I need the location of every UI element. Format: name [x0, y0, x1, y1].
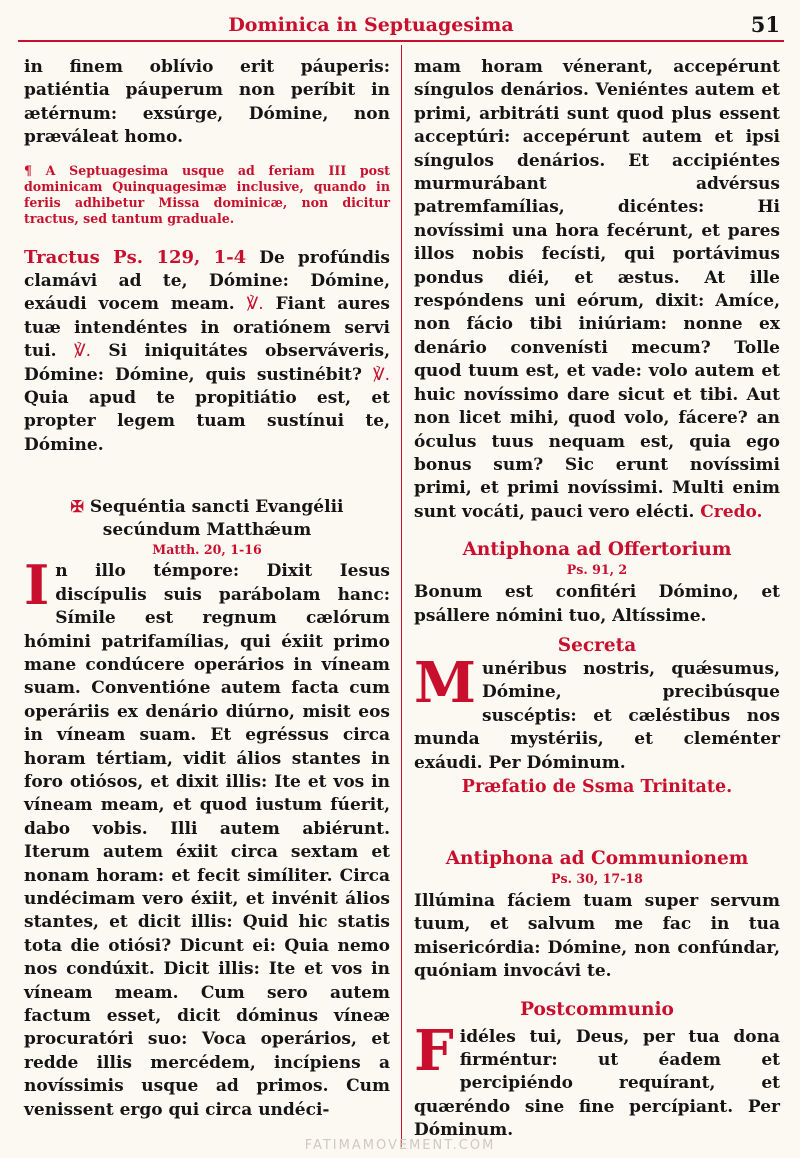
secret-body: unéribus nostris, quǽsumus, Dómine, precibúsque suscéptis: et cæléstibus nos munda mystériis, et cleménter exáudi. Per Dóminum.: [414, 658, 780, 773]
gospel-text: [24, 553, 390, 1122]
page-title: Dominica in Septuagesima: [228, 14, 514, 36]
gospel-heading: [24, 495, 390, 542]
page-number: 51: [750, 12, 780, 37]
offertory-title: Antiphona ad Offertorium: [462, 539, 732, 561]
postcommunion-body: idéles tui, Deus, per tua dona firméntur: ut éadem et percipiéndo requírant, et quæréndo sine fine percípiant. Per Dóminum.: [414, 1026, 780, 1141]
credo-rubric: Credo.: [700, 501, 763, 522]
offertory-reference: Ps. 91, 2: [566, 562, 628, 578]
versicle-icon: ℣.: [73, 341, 92, 362]
watermark: FATIMAMOVEMENT.COM: [304, 1138, 496, 1153]
gospel-continuation: [414, 56, 780, 524]
column-divider: [401, 45, 402, 1147]
tractus: [24, 246, 390, 458]
communion-text: Illúmina fáciem tuam super servum tuum, et salvum me fac in tua misericórdia: Dómine, non confúndar, quóniam invocávi te.: [414, 890, 780, 982]
tractus-text-3: Si iniquitátes observáveris, Dómine: Dómine, quis sustinébit?: [24, 341, 391, 385]
tractus-label: Tractus Ps. 129, 1-4: [24, 246, 247, 268]
versicle-icon: ℣.: [372, 364, 390, 385]
cross-icon: ✠: [70, 497, 84, 517]
versicle-icon: ℣.: [246, 294, 264, 315]
rubric-note: ¶ A Septuagesima usque ad feriam III post dominicam Quinquagesimæ inclusive, quando in feriis adhibetur Missa dominicæ, non dicitur tractus, sed tantum graduale.: [24, 162, 390, 226]
gospel-title: Sequéntia sancti Evangélii secúndum Matthǽum: [89, 497, 344, 541]
psalm-continuation: in finem oblívio erit páuperis: patiéntia páuperum non períbit in ætérnum: exsúrge, Dómine, non præváleat homo.: [24, 57, 390, 148]
postcommunion-title: Postcommunio: [520, 998, 674, 1020]
gospel-body: n illo témpore: Dixit Iesus discípulis suis parábolam hanc: Símile est regnum cælórum hómini patrifamílias, qui éxiit primo mane condúcere operários in víneam suam. Conventióne autem facta cum operáriis ex denário diúrno, misit eos in víneam suam. Et egréssus circa horam tértiam, vidit álios stantes in foro otiósos, et dixit illis: Ite et vos in víneam meam, et quod iustum fúerit, dabo vobis. Illi autem abiérunt. Iterum autem éxiit circa sextam et nonam horam: et fecit simíliter. Circa undécimam vero éxiit, et invénit álios stantes, et dicit illis: Quid hic statis tota die otiósi? Dicunt ei: Quia nemo nos condúxit. Dicit illis: Ite et vos in víneam meam. Cum sero autem factum esset, dicit dóminus víneæ procuratóri suo: Voca operários, et redde illis mercédem, incípiens a novíssimis usque ad primos. Cum venissent ergo qui circa undéci-: [24, 561, 390, 1120]
gospel-continuation-text: mam horam vénerant, accepérunt síngulos denários. Veniéntes autem et primi, arbitráti sunt quod plus essent acceptúri: accepérunt autem et ipsi síngulos denários. Et accipiéntes murmurábant advérsus patremfamílias, dicéntes: Hi novíssimi una hora fecérunt, et pares illos nobis fecísti, qui portávimus pondus diéi, et æstus. At ille respóndens uni eórum, dixit: Amíce, non fácio tibi iniúriam: nonne ex denário convenísti mecum? Tolle quod tuum est, et vade: volo autem et huic novíssimo dare sicut et tibi. Aut non licet mihi, quod volo, fácere? an óculus tuus nequam est, quia ego bonus sum? Sic erunt novíssimi primi, et primi novíssimi. Multi enim sunt vocáti, pauci vero elécti.: [414, 57, 780, 522]
secret-title: Secreta: [557, 634, 637, 656]
tractus-text-4: Quia apud te propitiátio est, et propter legem tuam sustínui te, Dómine.: [24, 388, 390, 455]
secret-text: [414, 649, 780, 775]
offertory-text: Bonum est confitéri Dómino, et psállere nómini tuo, Altíssime.: [414, 582, 780, 626]
postcommunion-text: [414, 1017, 780, 1143]
gospel-initial: I: [24, 553, 50, 618]
communion-reference: Ps. 30, 17-18: [551, 870, 643, 886]
tractus-text-1: De profúndis clamávi ad te, Dómine: Dómine, exáudi vocem meam.: [24, 247, 391, 315]
preface-rubric: Præfatio de Ssma Trinitate.: [461, 776, 733, 797]
postcommunion-initial: F: [414, 1017, 454, 1084]
right-column: [414, 56, 780, 1143]
gospel-reference: Matth. 20, 1-16: [152, 542, 262, 558]
left-column: [24, 56, 390, 1122]
communion-title: Antiphona ad Communionem: [445, 847, 749, 869]
secret-initial: M: [414, 649, 476, 716]
tractus-text-2: Fiant aures tuæ intendéntes in oratiónem servi tui.: [24, 294, 390, 362]
page-header: [18, 8, 784, 42]
